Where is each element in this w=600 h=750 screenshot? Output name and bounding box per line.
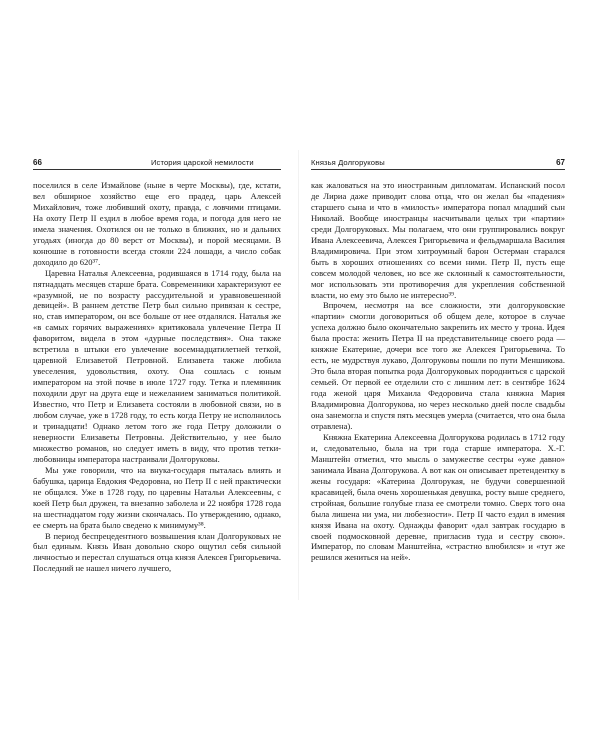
left-running-title: История царской немилости	[151, 158, 254, 167]
paragraph: Царевна Наталья Алексеевна, родившаяся в 1714 году, была на пятнадцать месяцев старше брата. Современники характеризуют ее «разумной, не по возрасту рассудительной и уравновешенной девицей». В раннем детстве Петр был сильно привязан к сестре, но, став императором, он все больше от нее отдалялся. Наталья же «в самых горячих выражениях» критиковала увлечение Петра II фаворитом, видела в этом «дурные последствия». Она также встретила в штыки его увлечение восемнадцатилетней теткой, царевной Елизаветой Петровной. Елизавета также любила увеселения, удовольствия, охоту. Она сошлась с юным императором на этой почве в июле 1727 году. Тетка и племянник походили друг на друга еще и нежеланием заниматься политикой. Известно, что Петр и Елизавета состояли в любовной связи, но в любом случае, уже в 1728 году, то есть когда Петру не исполнилось и тринадцати! Однако летом того же года Петру доложили о неверности Елизаветы Петровны. Действительно, у нее было множество романов, но следует иметь в виду, что против тетки-любовницы императора настраивали Долгоруковы.	[33, 267, 281, 464]
paragraph: поселился в селе Измайлове (ныне в черте Москвы), где, кстати, вел обширное хозяйство еще его прадед, царь Алексей Михайлович, тоже любивший охоту, правда, с ловчими птицами. На охоту Петр II ездил в любое время года, и погода для него не имела значения. Охотился он не только в ближних, но и дальних угодьях (иногда до 80 верст от Москвы), и порой месяцами. В конюшне в готовности всегда стояли 224 лошади, а число собак доходило до 620³⁷.	[33, 180, 281, 267]
right-page-number: 67	[556, 158, 565, 167]
paragraph: Княжна Екатерина Алексеевна Долгорукова родилась в 1712 году и, следовательно, была на три года старше императора. Х.-Г. Манштейн отметил, что мысль о замужестве сестры «уже давно» занимала Ивана Долгорукова. А вот как он описывает претендентку в жены государя: «Катерина Долгорукая, не будучи совершенной красавицей, была очень хорошенькая девушка, росту выше среднего, стройная, большие голубые глаза ее смотрели томно. Сверх того она была лишена ни ума, ни любезности». Петр II часто ездил в имения князя Ивана на охоту. Однажды фаворит «дал завтрак государю в своей подмосковной деревне, пригласив туда и сестру свою». Император, по словам Манштейна, «страстно влюбился» и «тут же решился жениться на ней».	[311, 431, 565, 563]
paragraph: Впрочем, несмотря на все сложности, эти долгоруковские «партии» смогли договориться об общем деле, которое в случае успеха должно было окончательно закрепить их место у трона. Идея была проста: женить Петра II на представительнице своего рода — княжне Екатерине, дочери все того же Алексея Григорьевича. То есть, не мудрствуя лукаво, Долгоруковы пошли по пути Меншикова. Это была вторая попытка рода Долгоруковых породниться с царской семьей. От первой ее отделили сто с лишним лет: в сентябре 1624 года женой царя Михаила Федоровича стала княжна Мария Владимировна Долгорукова, но через несколько дней после свадьбы она занемогла и спустя пять месяцев умерла (считается, что она была отравлена).	[311, 300, 565, 431]
right-running-title: Князья Долгоруковы	[311, 158, 385, 167]
left-page-number: 66	[33, 158, 42, 167]
left-page	[33, 157, 281, 574]
left-body-text	[33, 180, 281, 574]
right-running-head	[311, 157, 565, 170]
right-body-text	[311, 180, 565, 563]
paragraph: В период беспрецедентного возвышения клан Долгоруковых не был единым. Князь Иван довольно скоро ощутил себя сильной личностью и перестал слушаться отца князя Алексея Григорьевича. Последний не нашел ничего лучшего,	[33, 530, 281, 574]
right-page	[311, 157, 565, 563]
book-gutter	[298, 150, 299, 600]
left-running-head	[33, 157, 281, 170]
paragraph: Мы уже говорили, что на внука-государя пыталась влиять и бабушка, царица Евдокия Федоровна, но Петр II с ней практически не общался. Уже в 1728 году, по царевны Натальи Алексеевны, с коей Петр был дружен, та внезапно заболела и 22 ноября 1728 года на шестнадцатом году жизни скончалась. По утверждению, однако, ее смерть на брата было сведено к минимуму³⁸.	[33, 464, 281, 530]
paragraph: как жаловаться на это иностранным дипломатам. Испанский посол де Лириа даже приводит слова отца, что он желал бы «падения» старшего сына и что в «милость» императора попал младший сын Николай. Вообще иностранцы насчитывали целых три «партии» среди Долгоруковых. Мы полагаем, что они группировались вокруг Ивана Алексеевича, Алексея Григорьевича и фельдмаршала Василия Владимировича. При этом хитроумный барон Остерман старался быть в хороших отношениях со всеми ними. Петр II, пусть еще совсем молодой человек, но все же склонный к самостоятельности, мог использовать эти противоречия для укрепления собственной власти, но ему это было не интересно³⁹.	[311, 180, 565, 300]
